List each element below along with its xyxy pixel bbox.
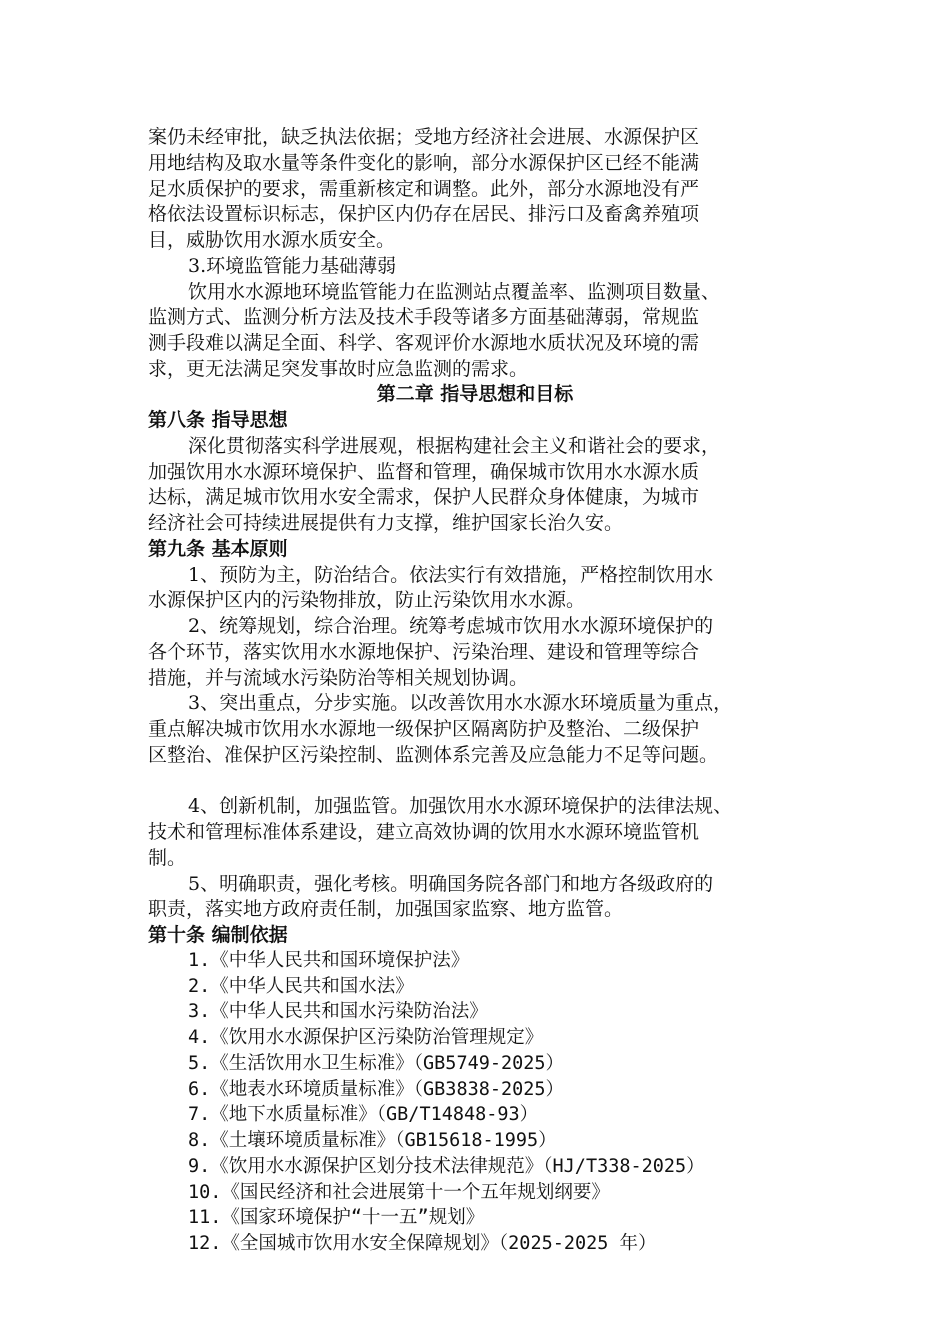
reference-item: 3.《中华人民共和国水污染防治法》 bbox=[188, 1001, 488, 1022]
paragraph-line: 案仍未经审批，缺乏执法依据；受地方经济社会进展、水源保护区 bbox=[148, 126, 700, 148]
reference-item: 11.《国家环境保护“十一五”规划》 bbox=[188, 1207, 485, 1228]
paragraph-line: 加强饮用水水源环境保护、监督和管理，确保城市饮用水水源水质 bbox=[148, 461, 700, 483]
paragraph-line: 1、预防为主，防治结合。依法实行有效措施，严格控制饮用水 bbox=[188, 564, 714, 586]
paragraph-line: 格依法设置标识标志，保护区内仍存在居民、排污口及畜禽养殖项 bbox=[148, 203, 700, 225]
paragraph-line: 措施，并与流域水污染防治等相关规划协调。 bbox=[148, 667, 529, 689]
paragraph-line: 经济社会可持续进展提供有力支撑，维护国家长治久安。 bbox=[148, 512, 624, 534]
article-heading: 第八条 指导思想 bbox=[148, 409, 288, 431]
paragraph-line: 测手段难以满足全面、科学、客观评价水源地水质状况及环境的需 bbox=[148, 332, 700, 354]
reference-item: 10.《国民经济和社会进展第十一个五年规划纲要》 bbox=[188, 1182, 610, 1203]
paragraph-line: 3、突出重点，分步实施。以改善饮用水水源水环境质量为重点， bbox=[188, 692, 733, 714]
reference-item: 12.《全国城市饮用水安全保障规划》（2025-2025 年） bbox=[188, 1233, 657, 1254]
reference-item: 4.《饮用水水源保护区污染防治管理规定》 bbox=[188, 1027, 544, 1048]
reference-item: 8.《土壤环境质量标准》（GB15618-1995） bbox=[188, 1130, 557, 1151]
paragraph-line: 制。 bbox=[148, 847, 187, 869]
reference-item: 9.《饮用水水源保护区划分技术法律规范》（HJ/T338-2025） bbox=[188, 1156, 705, 1177]
paragraph-line: 目，威胁饮用水源水质安全。 bbox=[148, 229, 396, 251]
reference-item: 1.《中华人民共和国环境保护法》 bbox=[188, 950, 470, 971]
paragraph-line: 5、明确职责，强化考核。明确国务院各部门和地方各级政府的 bbox=[188, 873, 714, 895]
paragraph-line: 足水质保护的要求，需重新核定和调整。此外，部分水源地没有严 bbox=[148, 178, 700, 200]
reference-item: 5.《生活饮用水卫生标准》（GB5749-2025） bbox=[188, 1053, 565, 1074]
paragraph-line: 深化贯彻落实科学进展观，根据构建社会主义和谐社会的要求， bbox=[188, 435, 721, 457]
subsection-heading: 3.环境监管能力基础薄弱 bbox=[188, 255, 397, 277]
paragraph-line: 重点解决城市饮用水水源地一级保护区隔离防护及整治、二级保护 bbox=[148, 718, 700, 740]
paragraph-line: 饮用水水源地环境监管能力在监测站点覆盖率、监测项目数量、 bbox=[188, 281, 721, 303]
article-heading: 第九条 基本原则 bbox=[148, 538, 288, 560]
paragraph-line: 用地结构及取水量等条件变化的影响，部分水源保护区已经不能满 bbox=[148, 152, 700, 174]
paragraph-line: 技术和管理标准体系建设，建立高效协调的饮用水水源环境监管机 bbox=[148, 821, 700, 843]
paragraph-line: 区整治、准保护区污染控制、监测体系完善及应急能力不足等问题。 bbox=[148, 744, 719, 766]
paragraph-line: 各个环节，落实饮用水水源地保护、污染治理、建设和管理等综合 bbox=[148, 641, 700, 663]
reference-item: 2.《中华人民共和国水法》 bbox=[188, 976, 414, 997]
paragraph-line: 达标，满足城市饮用水安全需求，保护人民群众身体健康，为城市 bbox=[148, 486, 700, 508]
chapter-heading: 第二章 指导思想和目标 bbox=[376, 383, 574, 405]
paragraph-line: 求，更无法满足突发事故时应急监测的需求。 bbox=[148, 358, 529, 380]
paragraph-line: 2、统筹规划，综合治理。统筹考虑城市饮用水水源环境保护的 bbox=[188, 615, 714, 637]
reference-item: 7.《地下水质量标准》（GB/T14848-93） bbox=[188, 1104, 539, 1125]
paragraph-line: 水源保护区内的污染物排放，防止污染饮用水水源。 bbox=[148, 589, 586, 611]
paragraph-line: 监测方式、监测分析方法及技术手段等诸多方面基础薄弱，常规监 bbox=[148, 306, 700, 328]
paragraph-line: 4、创新机制，加强监管。加强饮用水水源环境保护的法律法规、 bbox=[188, 795, 733, 817]
article-heading: 第十条 编制依据 bbox=[148, 924, 288, 946]
reference-item: 6.《地表水环境质量标准》（GB3838-2025） bbox=[188, 1079, 565, 1100]
paragraph-line: 职责，落实地方政府责任制，加强国家监察、地方监管。 bbox=[148, 898, 624, 920]
